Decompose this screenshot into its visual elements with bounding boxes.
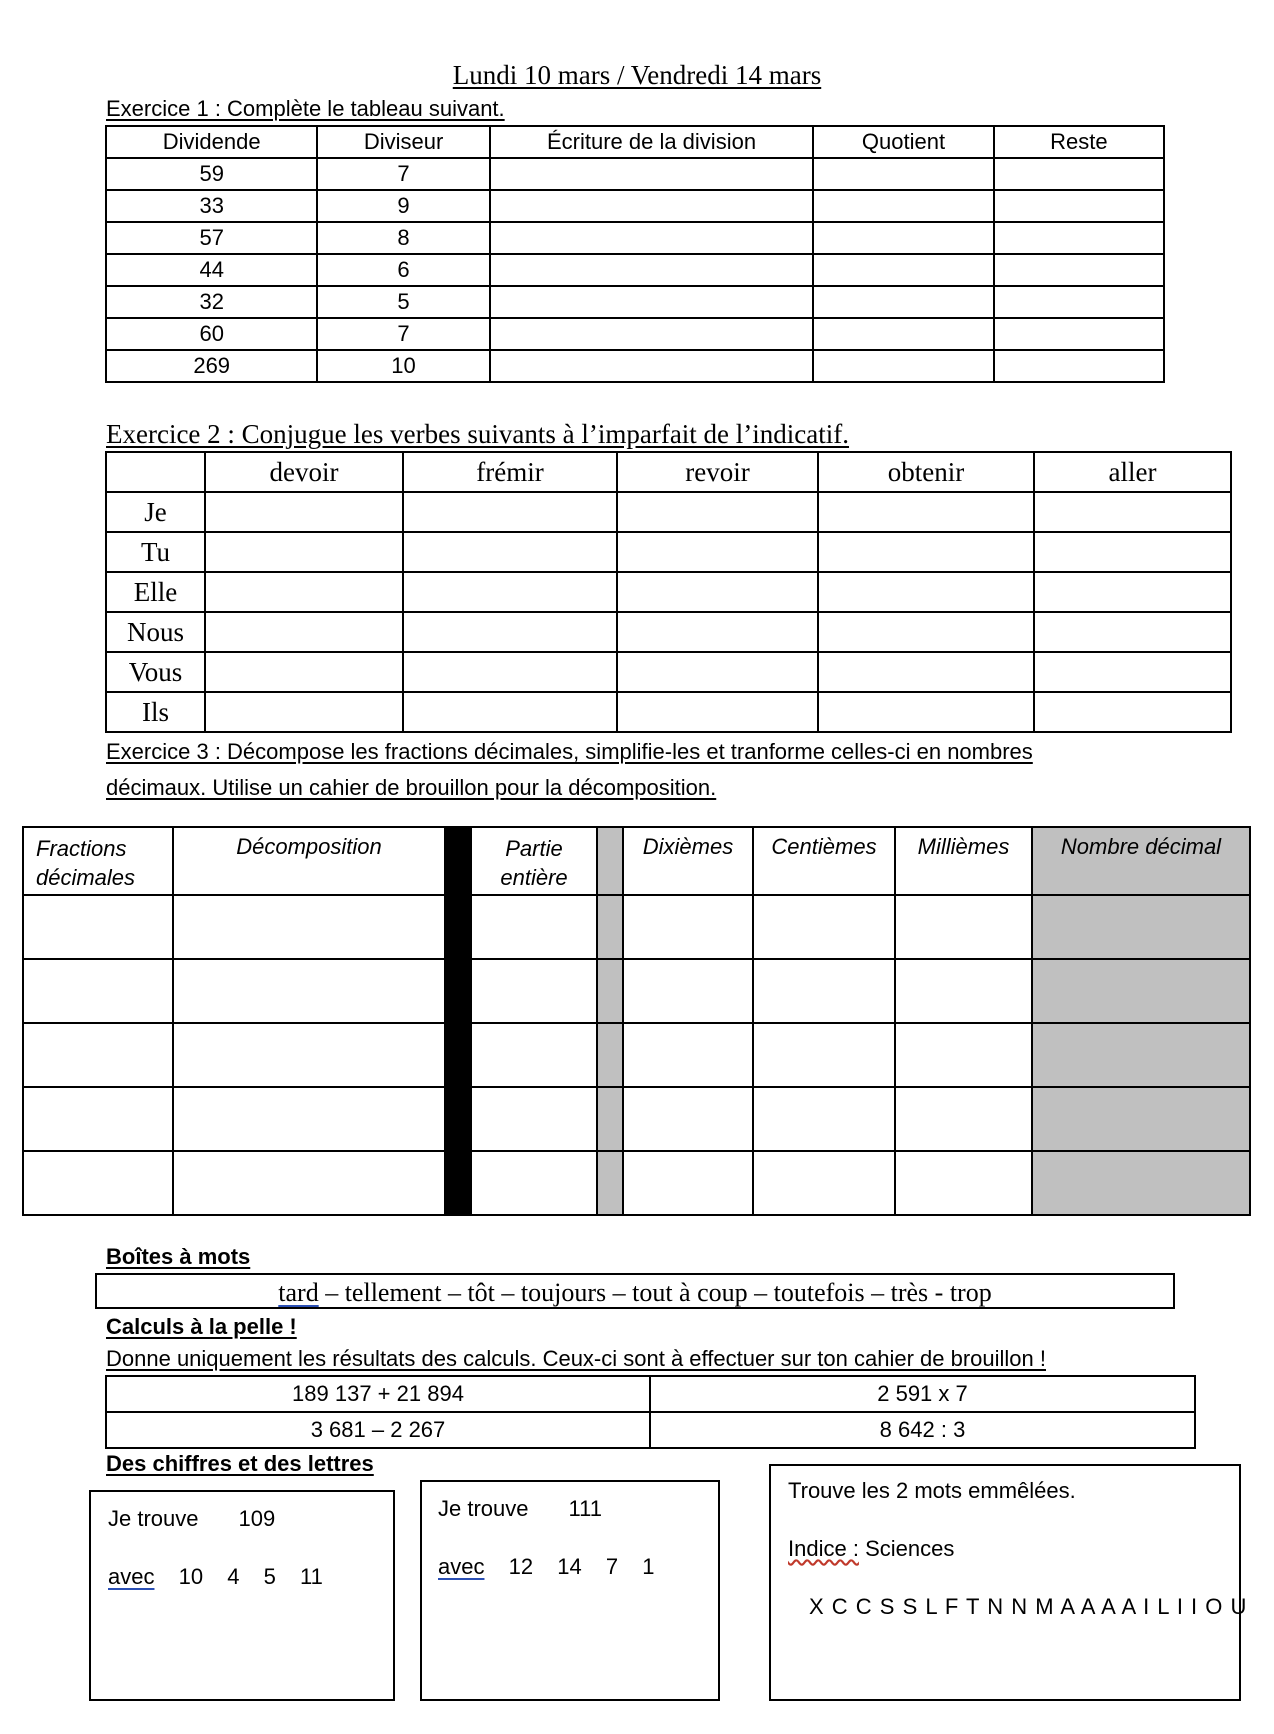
calc-cell[interactable]: 189 137 + 21 894 xyxy=(106,1376,650,1412)
number: 1 xyxy=(642,1554,655,1579)
answer-cell[interactable] xyxy=(490,254,814,286)
separator-cell xyxy=(597,1087,623,1151)
answer-cell[interactable] xyxy=(617,692,818,732)
answer-cell[interactable] xyxy=(994,286,1164,318)
find-row xyxy=(108,1506,275,1532)
hint-row xyxy=(788,1536,954,1562)
answer-cell[interactable] xyxy=(623,1023,753,1087)
calc-title: Calculs à la pelle ! xyxy=(106,1314,297,1339)
number-puzzle-box-1[interactable] xyxy=(89,1490,395,1701)
calc-table xyxy=(105,1375,1196,1449)
calc-cell[interactable]: 3 681 – 2 267 xyxy=(106,1412,650,1448)
answer-cell[interactable] xyxy=(490,222,814,254)
table-row xyxy=(23,1151,1250,1215)
answer-cell[interactable] xyxy=(205,532,403,572)
divisor-cell: 5 xyxy=(317,286,489,318)
exercise-1-title: Exercice 1 : Complète le tableau suivant. xyxy=(106,96,505,121)
answer-cell[interactable] xyxy=(813,286,993,318)
header-cell: Diviseur xyxy=(317,126,489,158)
table-row xyxy=(106,286,1164,318)
answer-cell[interactable] xyxy=(623,1151,753,1215)
answer-cell[interactable] xyxy=(813,350,993,382)
answer-cell[interactable] xyxy=(895,1151,1032,1215)
answer-cell[interactable] xyxy=(994,158,1164,190)
answer-cell[interactable] xyxy=(813,254,993,286)
divisor-cell: 8 xyxy=(317,222,489,254)
answer-cell[interactable] xyxy=(994,318,1164,350)
separator-cell xyxy=(445,1023,471,1087)
target-number: 109 xyxy=(238,1506,276,1531)
dividend-cell: 59 xyxy=(106,158,317,190)
table-row xyxy=(23,895,1250,959)
answer-cell[interactable] xyxy=(471,1023,597,1087)
calc-cell[interactable]: 2 591 x 7 xyxy=(650,1376,1195,1412)
answer-cell[interactable] xyxy=(205,692,403,732)
answer-cell[interactable] xyxy=(1034,532,1231,572)
digits-title: Des chiffres et des lettres xyxy=(106,1451,374,1476)
header-cell: Écriture de la division xyxy=(490,126,814,158)
word-box xyxy=(95,1273,1175,1309)
answer-cell[interactable] xyxy=(23,1151,173,1215)
divisor-cell: 6 xyxy=(317,254,489,286)
answer-cell[interactable] xyxy=(173,1023,445,1087)
with-label: avec xyxy=(438,1554,485,1579)
number: 4 xyxy=(227,1564,240,1589)
answer-cell[interactable] xyxy=(403,692,617,732)
pronoun-cell: Je xyxy=(106,492,205,532)
answer-cell[interactable] xyxy=(490,350,814,382)
answer-cell[interactable] xyxy=(895,1023,1032,1087)
table-header-row xyxy=(23,827,1250,895)
table-row xyxy=(106,492,1231,532)
verb-header: frémir xyxy=(403,452,617,492)
find-label: Je trouve xyxy=(438,1496,529,1521)
answer-cell[interactable] xyxy=(818,652,1034,692)
separator-cell xyxy=(597,1023,623,1087)
pronoun-cell: Ils xyxy=(106,692,205,732)
answer-cell[interactable] xyxy=(205,612,403,652)
dividend-cell: 60 xyxy=(106,318,317,350)
dividend-cell: 32 xyxy=(106,286,317,318)
answer-cell[interactable] xyxy=(994,190,1164,222)
answer-cell[interactable] xyxy=(1034,612,1231,652)
dividend-cell: 44 xyxy=(106,254,317,286)
answer-cell[interactable] xyxy=(490,318,814,350)
answer-cell[interactable] xyxy=(753,895,895,959)
separator-cell xyxy=(597,827,623,895)
answer-cell[interactable] xyxy=(403,652,617,692)
header-cell: Décomposition xyxy=(173,827,445,895)
answer-cell[interactable] xyxy=(1034,572,1231,612)
answer-cell[interactable] xyxy=(994,254,1164,286)
number: 5 xyxy=(263,1564,276,1589)
answer-cell[interactable] xyxy=(1032,1087,1250,1151)
dividend-cell: 269 xyxy=(106,350,317,382)
answer-cell[interactable] xyxy=(818,692,1034,732)
corner-cell xyxy=(106,452,205,492)
table-row xyxy=(23,1023,1250,1087)
header-cell: Nombre décimal xyxy=(1032,827,1250,895)
answer-cell[interactable] xyxy=(1034,492,1231,532)
calc-subtitle: Donne uniquement les résultats des calculs. Ceux-ci sont à effectuer sur ton cahier de brouillon ! xyxy=(106,1346,1046,1371)
header-cell: Dividende xyxy=(106,126,317,158)
table-row xyxy=(106,318,1164,350)
table-row xyxy=(106,612,1231,652)
number-puzzle-box-2[interactable] xyxy=(420,1480,720,1701)
find-row xyxy=(438,1496,602,1522)
verb-header: devoir xyxy=(205,452,403,492)
answer-cell[interactable] xyxy=(617,532,818,572)
answer-cell[interactable] xyxy=(471,1087,597,1151)
answer-cell[interactable] xyxy=(753,1151,895,1215)
page-title: Lundi 10 mars / Vendredi 14 mars xyxy=(452,60,822,90)
table-row xyxy=(23,1087,1250,1151)
table-row xyxy=(106,532,1231,572)
separator-cell xyxy=(445,1151,471,1215)
header-cell: Dixièmes xyxy=(623,827,753,895)
answer-cell[interactable] xyxy=(173,895,445,959)
separator-cell xyxy=(597,1151,623,1215)
answer-cell[interactable] xyxy=(403,492,617,532)
table-row xyxy=(106,572,1231,612)
separator-cell xyxy=(445,895,471,959)
separator-cell xyxy=(597,895,623,959)
verb-header: revoir xyxy=(617,452,818,492)
header-cell: Partie entière xyxy=(471,827,597,895)
answer-cell[interactable] xyxy=(1032,895,1250,959)
hint-label: Indice : xyxy=(788,1536,859,1561)
answer-cell[interactable] xyxy=(813,158,993,190)
answer-cell[interactable] xyxy=(490,158,814,190)
answer-cell[interactable] xyxy=(617,572,818,612)
number: 11 xyxy=(299,1564,323,1589)
table-row xyxy=(106,190,1164,222)
answer-cell[interactable] xyxy=(818,532,1034,572)
answer-cell[interactable] xyxy=(623,959,753,1023)
answer-cell[interactable] xyxy=(1034,652,1231,692)
answer-cell[interactable] xyxy=(617,612,818,652)
answer-cell[interactable] xyxy=(1032,959,1250,1023)
table-header-row xyxy=(106,452,1231,492)
answer-cell[interactable] xyxy=(994,350,1164,382)
separator-cell xyxy=(445,827,471,895)
answer-cell[interactable] xyxy=(173,959,445,1023)
pronoun-cell: Vous xyxy=(106,652,205,692)
answer-cell[interactable] xyxy=(895,895,1032,959)
table-header-row xyxy=(106,126,1164,158)
answer-cell[interactable] xyxy=(813,190,993,222)
header-cell: Fractions décimales xyxy=(23,827,173,895)
verb-header: obtenir xyxy=(818,452,1034,492)
answer-cell[interactable] xyxy=(205,572,403,612)
exercise-3-title: Exercice 3 : Décompose les fractions décimales, simplifie-les et tranforme celles-ci en nombres décimaux. Utilise un cahier de brouillon pour la décomposition. xyxy=(106,739,1033,800)
table-row xyxy=(106,1412,1195,1448)
answer-cell[interactable] xyxy=(895,959,1032,1023)
table-row xyxy=(106,158,1164,190)
scrambled-letters: X C C S S L F T N N M A A A A I L I I O U xyxy=(809,1594,1248,1619)
number: 10 xyxy=(178,1564,204,1589)
answer-cell[interactable] xyxy=(23,959,173,1023)
answer-cell[interactable] xyxy=(471,959,597,1023)
answer-cell[interactable] xyxy=(490,286,814,318)
answer-cell[interactable] xyxy=(818,612,1034,652)
table-row xyxy=(106,254,1164,286)
header-cell: Centièmes xyxy=(753,827,895,895)
answer-cell[interactable] xyxy=(1032,1151,1250,1215)
answer-cell[interactable] xyxy=(471,895,597,959)
header-cell: Reste xyxy=(994,126,1164,158)
answer-cell[interactable] xyxy=(623,1087,753,1151)
answer-cell[interactable] xyxy=(623,895,753,959)
answer-cell[interactable] xyxy=(403,612,617,652)
target-number: 111 xyxy=(568,1496,602,1521)
table-row xyxy=(106,222,1164,254)
verb-header: aller xyxy=(1034,452,1231,492)
numbers-row xyxy=(438,1554,654,1580)
divisor-cell: 10 xyxy=(317,350,489,382)
separator-cell xyxy=(597,959,623,1023)
answer-cell[interactable] xyxy=(818,572,1034,612)
exercise-1-table xyxy=(105,125,1165,383)
answer-cell[interactable] xyxy=(813,318,993,350)
answer-cell[interactable] xyxy=(617,492,818,532)
answer-cell[interactable] xyxy=(403,572,617,612)
divisor-cell: 7 xyxy=(317,158,489,190)
number: 12 xyxy=(508,1554,534,1579)
answer-cell[interactable] xyxy=(23,1023,173,1087)
find-label: Je trouve xyxy=(108,1506,199,1531)
numbers-row xyxy=(108,1564,323,1590)
calc-cell[interactable]: 8 642 : 3 xyxy=(650,1412,1195,1448)
word-box-title: Boîtes à mots xyxy=(106,1244,251,1269)
answer-cell[interactable] xyxy=(205,492,403,532)
answer-cell[interactable] xyxy=(23,895,173,959)
answer-cell[interactable] xyxy=(753,1023,895,1087)
answer-cell[interactable] xyxy=(617,652,818,692)
dividend-cell: 57 xyxy=(106,222,317,254)
table-row xyxy=(106,692,1231,732)
answer-cell[interactable] xyxy=(173,1151,445,1215)
answer-cell[interactable] xyxy=(205,652,403,692)
answer-cell[interactable] xyxy=(818,492,1034,532)
dividend-cell: 33 xyxy=(106,190,317,222)
answer-cell[interactable] xyxy=(895,1087,1032,1151)
number: 7 xyxy=(605,1554,619,1579)
answer-cell[interactable] xyxy=(403,532,617,572)
answer-cell[interactable] xyxy=(173,1087,445,1151)
header-cell: Millièmes xyxy=(895,827,1032,895)
instruction: Trouve les 2 mots emmêlées. xyxy=(788,1478,1076,1503)
hint-value: Sciences xyxy=(865,1536,955,1561)
pronoun-cell: Nous xyxy=(106,612,205,652)
divisor-cell: 9 xyxy=(317,190,489,222)
answer-cell[interactable] xyxy=(753,1087,895,1151)
answer-cell[interactable] xyxy=(490,190,814,222)
word-list: – tellement – tôt – toujours – tout à coup – toutefois – très - trop xyxy=(318,1278,992,1307)
word-puzzle-box[interactable] xyxy=(769,1464,1248,1701)
table-row xyxy=(106,652,1231,692)
word-first: tard xyxy=(278,1278,319,1307)
answer-cell[interactable] xyxy=(471,1151,597,1215)
answer-cell[interactable] xyxy=(1032,1023,1250,1087)
separator-cell xyxy=(445,1087,471,1151)
with-label: avec xyxy=(108,1564,155,1589)
answer-cell[interactable] xyxy=(994,222,1164,254)
table-row xyxy=(106,350,1164,382)
answer-cell[interactable] xyxy=(23,1087,173,1151)
divisor-cell: 7 xyxy=(317,318,489,350)
header-cell: Quotient xyxy=(813,126,993,158)
number: 14 xyxy=(557,1554,582,1579)
pronoun-cell: Tu xyxy=(106,532,205,572)
table-row xyxy=(23,959,1250,1023)
exercise-2-title: Exercice 2 : Conjugue les verbes suivants à l’imparfait de l’indicatif. xyxy=(106,419,850,449)
separator-cell xyxy=(445,959,471,1023)
exercise-2-table xyxy=(105,451,1232,733)
exercise-3-table xyxy=(22,826,1251,1216)
answer-cell[interactable] xyxy=(753,959,895,1023)
pronoun-cell: Elle xyxy=(106,572,205,612)
table-row xyxy=(106,1376,1195,1412)
answer-cell[interactable] xyxy=(813,222,993,254)
answer-cell[interactable] xyxy=(1034,692,1231,732)
